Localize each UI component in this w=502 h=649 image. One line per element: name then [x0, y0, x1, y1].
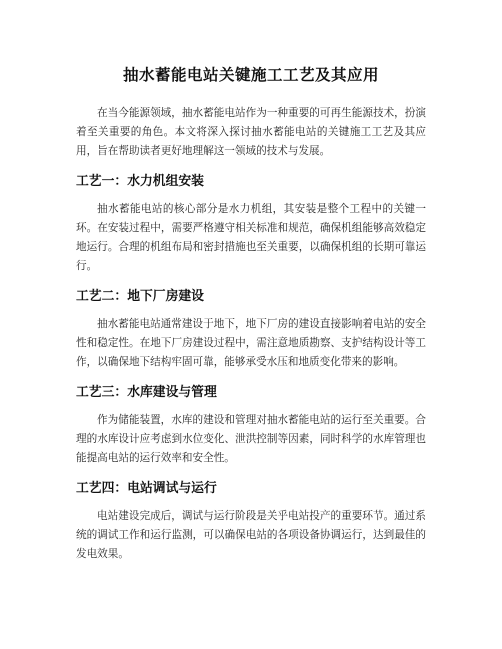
- section-heading-4: 工艺四：电站调试与运行: [76, 481, 217, 496]
- section-body-4: 电站建设完成后，调试与运行阶段是关乎电站投产的重要环节。通过系统的调试工作和运行监测，可以确保电站的各项设备协调运行，达到最佳的发电效果。: [76, 510, 426, 560]
- intro-paragraph: 在当今能源领域，抽水蓄能电站作为一种重要的可再生能源技术，扮演着至关重要的角色。本文将深入探讨抽水蓄能电站的关键施工工艺及其应用，旨在帮助读者更好地理解这一领域的技术与发展。: [76, 107, 426, 157]
- section-body-1: 抽水蓄能电站的核心部分是水力机组，其安装是整个工程中的关键一环。在安装过程中，需要严格遵守相关标准和规范，确保机组能够高效稳定地运行。合理的机组布局和密封措施也至关重要，以确保机组的长期可靠运行。: [76, 203, 426, 272]
- section-heading-2: 工艺二：地下厂房建设: [76, 289, 204, 304]
- section-heading-3: 工艺三：水库建设与管理: [76, 385, 217, 400]
- section-body-3: 作为储能装置，水库的建设和管理对抽水蓄能电站的运行至关重要。合理的水库设计应考虑到水位变化、泄洪控制等因素，同时科学的水库管理也能提高电站的运行效率和安全性。: [76, 414, 426, 464]
- page-title: 抽水蓄能电站关键施工工艺及其应用: [122, 66, 379, 84]
- section-body-2: 抽水蓄能电站通常建设于地下，地下厂房的建设直接影响着电站的安全性和稳定性。在地下厂房建设过程中，需注意地质勘察、支护结构设计等工作，以确保地下结构牢固可靠，能够承受水压和地质变化带来的影响。: [76, 318, 426, 368]
- section-heading-1: 工艺一：水力机组安装: [76, 174, 204, 189]
